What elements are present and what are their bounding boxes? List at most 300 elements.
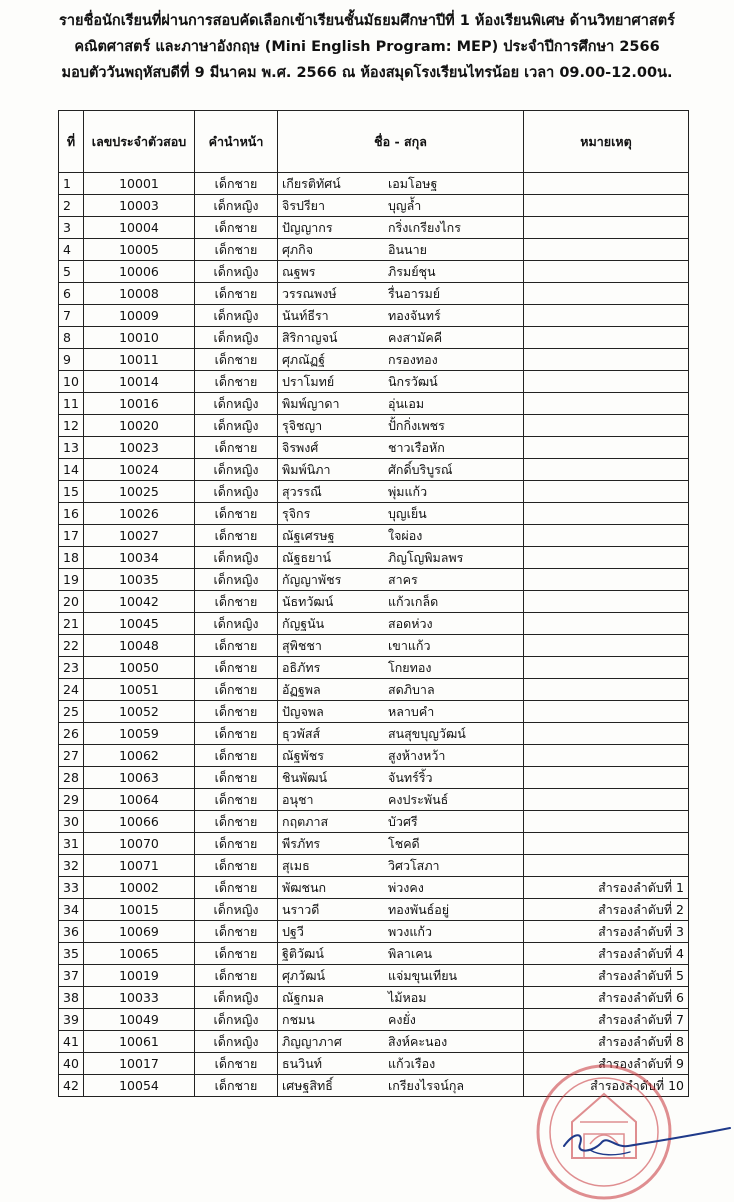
table-row <box>59 481 689 503</box>
cell-exam-id: 10026 <box>84 503 195 525</box>
document-heading <box>0 8 734 86</box>
cell-name <box>278 1009 524 1031</box>
first-name: ชินพัฒน์ <box>282 769 328 785</box>
cell-exam-id: 10048 <box>84 635 195 657</box>
cell-exam-id: 10008 <box>84 283 195 305</box>
last-name: สดภิบาล <box>388 681 435 697</box>
last-name: ใจผ่อง <box>388 527 423 543</box>
cell-remark: สำรองลำดับที่ 6 <box>524 987 689 1009</box>
table-row <box>59 503 689 525</box>
first-name: นราวดี <box>282 901 320 917</box>
cell-exam-id: 10071 <box>84 855 195 877</box>
cell-remark <box>524 767 689 789</box>
cell-name <box>278 701 524 723</box>
cell-remark <box>524 415 689 437</box>
cell-exam-id: 10015 <box>84 899 195 921</box>
cell-no: 35 <box>59 943 84 965</box>
cell-no: 28 <box>59 767 84 789</box>
first-name: ณัฐธยาน์ <box>282 549 332 565</box>
cell-exam-id: 10006 <box>84 261 195 283</box>
last-name: กรองทอง <box>388 351 438 367</box>
cell-remark <box>524 657 689 679</box>
cell-no: 2 <box>59 195 84 217</box>
cell-title: เด็กหญิง <box>195 987 278 1009</box>
table-row <box>59 1031 689 1053</box>
cell-exam-id: 10033 <box>84 987 195 1009</box>
cell-no: 36 <box>59 921 84 943</box>
cell-title: เด็กชาย <box>195 173 278 195</box>
cell-exam-id: 10059 <box>84 723 195 745</box>
cell-remark <box>524 855 689 877</box>
first-name: สุพิชชา <box>282 637 322 653</box>
cell-remark <box>524 327 689 349</box>
cell-no: 11 <box>59 393 84 415</box>
cell-remark: สำรองลำดับที่ 3 <box>524 921 689 943</box>
last-name: เอมโอษฐ <box>388 175 438 191</box>
cell-remark <box>524 371 689 393</box>
cell-remark <box>524 261 689 283</box>
cell-exam-id: 10011 <box>84 349 195 371</box>
cell-remark: สำรองลำดับที่ 8 <box>524 1031 689 1053</box>
last-name: หลาบคำ <box>388 703 435 719</box>
cell-title: เด็กชาย <box>195 723 278 745</box>
cell-name <box>278 789 524 811</box>
last-name: ทองจันทร์ <box>388 307 441 323</box>
cell-title: เด็กหญิง <box>195 569 278 591</box>
cell-title: เด็กหญิง <box>195 327 278 349</box>
cell-exam-id: 10045 <box>84 613 195 635</box>
cell-name <box>278 195 524 217</box>
cell-name <box>278 217 524 239</box>
cell-remark <box>524 217 689 239</box>
cell-remark <box>524 635 689 657</box>
cell-remark <box>524 833 689 855</box>
last-name: คงยั่ง <box>388 1011 416 1027</box>
last-name: นิกรวัฒน์ <box>388 373 438 389</box>
first-name: ณัฐกมล <box>282 989 324 1005</box>
cell-title: เด็กชาย <box>195 679 278 701</box>
header-title: คำนำหน้า <box>195 111 278 173</box>
cell-exam-id: 10051 <box>84 679 195 701</box>
last-name: พุ่มแก้ว <box>388 483 428 499</box>
cell-title: เด็กชาย <box>195 701 278 723</box>
cell-name <box>278 547 524 569</box>
cell-remark: สำรองลำดับที่ 1 <box>524 877 689 899</box>
table-row <box>59 239 689 261</box>
first-name: นันท์ธีรา <box>282 307 329 323</box>
last-name: อุ่นเอม <box>388 395 425 411</box>
cell-exam-id: 10024 <box>84 459 195 481</box>
cell-title: เด็กชาย <box>195 591 278 613</box>
cell-remark <box>524 459 689 481</box>
cell-remark <box>524 305 689 327</box>
first-name: สิริกาญจน์ <box>282 329 338 345</box>
table-row <box>59 283 689 305</box>
table-row <box>59 965 689 987</box>
cell-remark <box>524 701 689 723</box>
table-row <box>59 525 689 547</box>
table-row <box>59 657 689 679</box>
cell-title: เด็กชาย <box>195 855 278 877</box>
cell-exam-id: 10004 <box>84 217 195 239</box>
cell-title: เด็กชาย <box>195 745 278 767</box>
cell-title: เด็กชาย <box>195 833 278 855</box>
last-name: ชาวเรือหัก <box>388 439 445 455</box>
cell-no: 32 <box>59 855 84 877</box>
table-row <box>59 987 689 1009</box>
first-name: วรรณพงษ์ <box>282 285 337 301</box>
first-name: รุจิชญา <box>282 417 323 433</box>
table-row <box>59 371 689 393</box>
table-row <box>59 833 689 855</box>
cell-name <box>278 811 524 833</box>
cell-name <box>278 1075 524 1097</box>
first-name: นัธทวัฒน์ <box>282 593 334 609</box>
first-name: ปราโมทย์ <box>282 373 335 389</box>
cell-exam-id: 10016 <box>84 393 195 415</box>
cell-remark <box>524 679 689 701</box>
cell-remark <box>524 503 689 525</box>
cell-name <box>278 173 524 195</box>
cell-name <box>278 327 524 349</box>
cell-name <box>278 833 524 855</box>
cell-no: 13 <box>59 437 84 459</box>
heading-line-2: คณิตศาสตร์ และภาษาอังกฤษ (Mini English Program: MEP) ประจำปีการศึกษา 2566 <box>74 39 660 55</box>
last-name: รื่นอารมย์ <box>388 285 441 301</box>
cell-no: 39 <box>59 1009 84 1031</box>
cell-name <box>278 305 524 327</box>
cell-remark: สำรองลำดับที่ 9 <box>524 1053 689 1075</box>
last-name: ไม้หอม <box>388 989 427 1005</box>
first-name: ธนวินท์ <box>282 1055 322 1071</box>
cell-no: 24 <box>59 679 84 701</box>
cell-title: เด็กชาย <box>195 437 278 459</box>
cell-name <box>278 855 524 877</box>
cell-title: เด็กชาย <box>195 943 278 965</box>
last-name: แก้วเกล็ด <box>388 593 439 609</box>
table-row <box>59 261 689 283</box>
first-name: ฐิติวัฒน์ <box>282 945 324 961</box>
last-name: บุญเย็น <box>388 505 427 521</box>
cell-no: 17 <box>59 525 84 547</box>
cell-title: เด็กชาย <box>195 349 278 371</box>
cell-remark <box>524 481 689 503</box>
last-name: จันทร์ริ้ว <box>388 769 433 785</box>
cell-exam-id: 10050 <box>84 657 195 679</box>
cell-title: เด็กชาย <box>195 767 278 789</box>
cell-remark <box>524 283 689 305</box>
table-row <box>59 855 689 877</box>
table-row <box>59 547 689 569</box>
cell-name <box>278 503 524 525</box>
table-row <box>59 1075 689 1097</box>
cell-exam-id: 10063 <box>84 767 195 789</box>
table-row <box>59 1009 689 1031</box>
cell-remark <box>524 195 689 217</box>
table-row <box>59 943 689 965</box>
cell-no: 25 <box>59 701 84 723</box>
last-name: พิลาเคน <box>388 945 433 961</box>
cell-exam-id: 10019 <box>84 965 195 987</box>
last-name: บุญล้ำ <box>388 197 422 213</box>
cell-no: 14 <box>59 459 84 481</box>
first-name: ปัญญากร <box>282 219 333 235</box>
cell-no: 34 <box>59 899 84 921</box>
cell-exam-id: 10027 <box>84 525 195 547</box>
header-name: ชื่อ - สกุล <box>278 111 524 173</box>
table-row <box>59 921 689 943</box>
cell-title: เด็กชาย <box>195 965 278 987</box>
last-name: ภิญโญพิมลพร <box>388 549 464 565</box>
cell-no: 1 <box>59 173 84 195</box>
cell-exam-id: 10023 <box>84 437 195 459</box>
cell-no: 40 <box>59 1053 84 1075</box>
cell-no: 19 <box>59 569 84 591</box>
last-name: สิงห์คะนอง <box>388 1033 448 1049</box>
cell-exam-id: 10070 <box>84 833 195 855</box>
cell-name <box>278 1031 524 1053</box>
table-row <box>59 679 689 701</box>
cell-name <box>278 679 524 701</box>
first-name: ณัฐเศรษฐ <box>282 527 335 543</box>
cell-title: เด็กหญิง <box>195 1009 278 1031</box>
cell-exam-id: 10010 <box>84 327 195 349</box>
cell-title: เด็กชาย <box>195 811 278 833</box>
cell-title: เด็กหญิง <box>195 547 278 569</box>
cell-title: เด็กชาย <box>195 1075 278 1097</box>
last-name: เกรียงไรจน์กุล <box>388 1077 465 1093</box>
table-header-row <box>59 111 689 173</box>
cell-no: 18 <box>59 547 84 569</box>
cell-remark <box>524 547 689 569</box>
cell-title: เด็กหญิง <box>195 899 278 921</box>
cell-exam-id: 10054 <box>84 1075 195 1097</box>
cell-name <box>278 635 524 657</box>
cell-remark <box>524 393 689 415</box>
cell-remark <box>524 723 689 745</box>
cell-name <box>278 591 524 613</box>
cell-title: เด็กหญิง <box>195 481 278 503</box>
table-row <box>59 393 689 415</box>
last-name: ภิรมย์ชุน <box>388 263 436 279</box>
cell-title: เด็กหญิง <box>195 305 278 327</box>
cell-exam-id: 10062 <box>84 745 195 767</box>
first-name: กัญฐนัน <box>282 615 325 631</box>
first-name: ธุวพัสส์ <box>282 725 321 741</box>
first-name: ณัฐพัชร <box>282 747 324 763</box>
table-row <box>59 195 689 217</box>
table-row <box>59 745 689 767</box>
cell-exam-id: 10064 <box>84 789 195 811</box>
cell-title: เด็กชาย <box>195 239 278 261</box>
cell-title: เด็กชาย <box>195 503 278 525</box>
cell-no: 33 <box>59 877 84 899</box>
cell-exam-id: 10069 <box>84 921 195 943</box>
cell-no: 8 <box>59 327 84 349</box>
table-row <box>59 899 689 921</box>
cell-remark: สำรองลำดับที่ 10 <box>524 1075 689 1097</box>
first-name: พิมพ์ญาดา <box>282 395 340 411</box>
cell-name <box>278 393 524 415</box>
cell-remark <box>524 239 689 261</box>
cell-remark <box>524 613 689 635</box>
first-name: กชมน <box>282 1011 315 1027</box>
cell-name <box>278 723 524 745</box>
cell-no: 23 <box>59 657 84 679</box>
cell-remark <box>524 525 689 547</box>
cell-no: 16 <box>59 503 84 525</box>
cell-exam-id: 10066 <box>84 811 195 833</box>
heading-line-1: รายชื่อนักเรียนที่ผ่านการสอบคัดเลือกเข้าเรียนชั้นมัธยมศึกษาปีที่ 1 ห้องเรียนพิเศษ ด้านวิทยาศาสตร์ <box>59 13 675 29</box>
cell-remark <box>524 591 689 613</box>
cell-name <box>278 239 524 261</box>
cell-exam-id: 10034 <box>84 547 195 569</box>
cell-no: 7 <box>59 305 84 327</box>
first-name: กัญญาพัชร <box>282 571 342 587</box>
cell-title: เด็กชาย <box>195 921 278 943</box>
first-name: ศุภกิจ <box>282 241 314 257</box>
cell-no: 21 <box>59 613 84 635</box>
cell-exam-id: 10014 <box>84 371 195 393</box>
last-name: พ่วงคง <box>388 879 424 895</box>
table-row <box>59 217 689 239</box>
table-row <box>59 327 689 349</box>
cell-remark <box>524 789 689 811</box>
last-name: พวงแก้ว <box>388 923 433 939</box>
cell-name <box>278 657 524 679</box>
cell-name <box>278 899 524 921</box>
first-name: รุจิกร <box>282 505 311 521</box>
last-name: ปั้กกิ่งเพชร <box>388 417 445 433</box>
cell-no: 37 <box>59 965 84 987</box>
table-row <box>59 173 689 195</box>
cell-name <box>278 415 524 437</box>
cell-name <box>278 569 524 591</box>
last-name: แจ่มขุนเทียน <box>388 967 458 983</box>
cell-no: 9 <box>59 349 84 371</box>
cell-no: 29 <box>59 789 84 811</box>
cell-remark <box>524 437 689 459</box>
cell-exam-id: 10017 <box>84 1053 195 1075</box>
cell-exam-id: 10061 <box>84 1031 195 1053</box>
cell-name <box>278 349 524 371</box>
table-row <box>59 811 689 833</box>
cell-no: 41 <box>59 1031 84 1053</box>
cell-title: เด็กชาย <box>195 525 278 547</box>
cell-exam-id: 10001 <box>84 173 195 195</box>
table-row <box>59 723 689 745</box>
first-name: ภิญญาภาศ <box>282 1033 342 1049</box>
cell-no: 6 <box>59 283 84 305</box>
cell-remark <box>524 811 689 833</box>
table-row <box>59 789 689 811</box>
last-name: คงประพันธ์ <box>388 791 449 807</box>
cell-name <box>278 525 524 547</box>
cell-no: 22 <box>59 635 84 657</box>
first-name: พิมพ์นิภา <box>282 461 331 477</box>
cell-name <box>278 987 524 1009</box>
cell-no: 42 <box>59 1075 84 1097</box>
cell-exam-id: 10025 <box>84 481 195 503</box>
last-name: ศักดิ์บริบูรณ์ <box>388 461 453 477</box>
first-name: กฤตภาส <box>282 813 329 829</box>
last-name: อินนาย <box>388 241 427 257</box>
table-body <box>59 173 689 1097</box>
first-name: พีรภัทร <box>282 835 321 851</box>
last-name: สนสุขบุญวัฒน์ <box>388 725 466 741</box>
last-name: เขาแก้ว <box>388 637 431 653</box>
cell-exam-id: 10042 <box>84 591 195 613</box>
first-name: สุเมธ <box>282 857 310 873</box>
cell-no: 26 <box>59 723 84 745</box>
cell-title: เด็กชาย <box>195 877 278 899</box>
cell-name <box>278 877 524 899</box>
table-row <box>59 349 689 371</box>
cell-name <box>278 965 524 987</box>
first-name: อนุชา <box>282 791 314 807</box>
cell-title: เด็กหญิง <box>195 415 278 437</box>
cell-no: 20 <box>59 591 84 613</box>
cell-no: 4 <box>59 239 84 261</box>
cell-remark: สำรองลำดับที่ 4 <box>524 943 689 965</box>
cell-no: 15 <box>59 481 84 503</box>
table-row <box>59 305 689 327</box>
header-remark: หมายเหตุ <box>524 111 689 173</box>
cell-exam-id: 10002 <box>84 877 195 899</box>
cell-title: เด็กชาย <box>195 371 278 393</box>
cell-exam-id: 10005 <box>84 239 195 261</box>
cell-exam-id: 10009 <box>84 305 195 327</box>
table-row <box>59 877 689 899</box>
cell-title: เด็กชาย <box>195 635 278 657</box>
table-row <box>59 767 689 789</box>
last-name: บัวศรี <box>388 813 418 829</box>
table-row <box>59 569 689 591</box>
first-name: ปัญจพล <box>282 703 324 719</box>
student-roster-table <box>58 110 689 1097</box>
cell-title: เด็กชาย <box>195 283 278 305</box>
first-name: ณฐพร <box>282 263 316 279</box>
cell-name <box>278 283 524 305</box>
cell-title: เด็กหญิง <box>195 613 278 635</box>
cell-remark: สำรองลำดับที่ 5 <box>524 965 689 987</box>
last-name: สอดห่วง <box>388 615 433 631</box>
cell-title: เด็กชาย <box>195 657 278 679</box>
handwritten-signature-icon <box>560 1122 734 1162</box>
cell-remark: สำรองลำดับที่ 7 <box>524 1009 689 1031</box>
cell-title: เด็กหญิง <box>195 459 278 481</box>
cell-exam-id: 10003 <box>84 195 195 217</box>
last-name: สูงห้างหว้า <box>388 747 446 763</box>
cell-remark <box>524 745 689 767</box>
cell-no: 30 <box>59 811 84 833</box>
table-row <box>59 591 689 613</box>
cell-name <box>278 261 524 283</box>
cell-no: 10 <box>59 371 84 393</box>
cell-name <box>278 613 524 635</box>
cell-title: เด็กหญิง <box>195 195 278 217</box>
cell-no: 38 <box>59 987 84 1009</box>
last-name: โกยทอง <box>388 659 432 675</box>
cell-name <box>278 767 524 789</box>
cell-title: เด็กหญิง <box>195 393 278 415</box>
table-row <box>59 459 689 481</box>
last-name: วิศวโสภา <box>388 857 440 873</box>
table-row <box>59 613 689 635</box>
cell-exam-id: 10049 <box>84 1009 195 1031</box>
last-name: โชคดี <box>388 835 420 851</box>
cell-no: 27 <box>59 745 84 767</box>
